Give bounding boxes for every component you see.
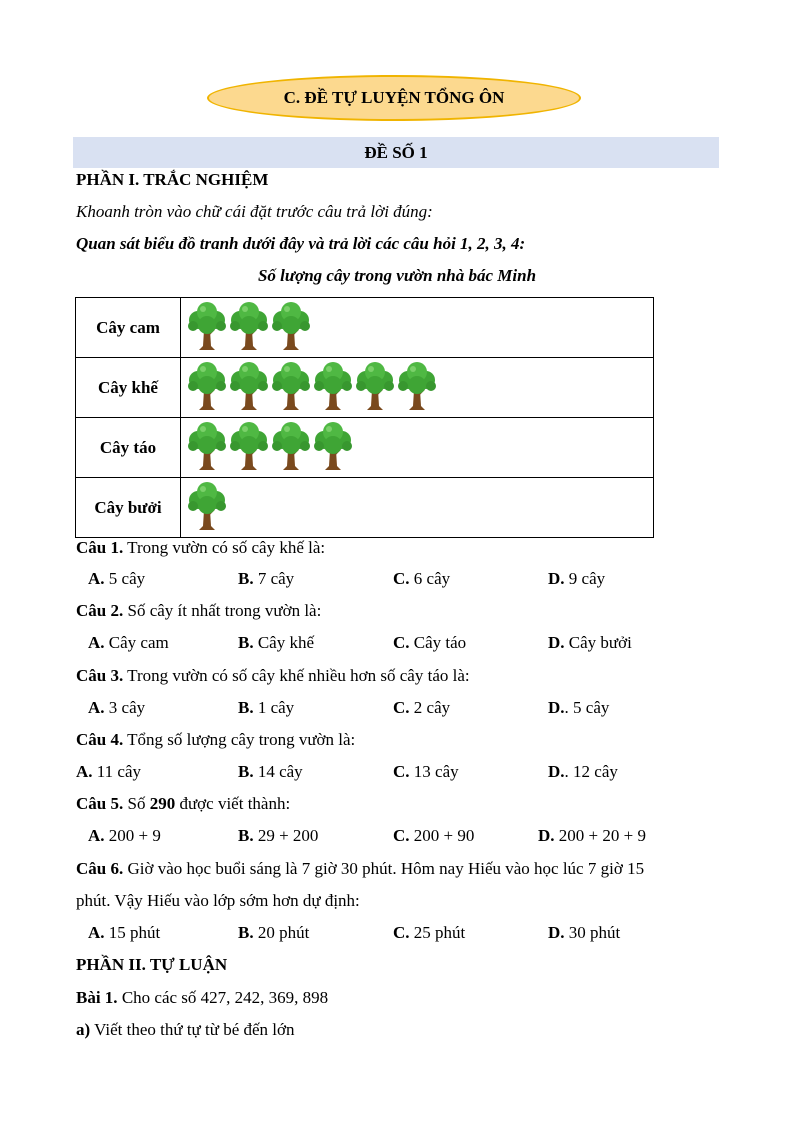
question-6-label: Câu 6. — [76, 859, 124, 878]
question-3-text: Trong vườn có số cây khế nhiều hơn số cây táo là: — [123, 666, 470, 685]
question-6-line2: phút. Vậy Hiếu vào lớp sớm hơn dự định: — [76, 891, 360, 910]
q1-option-d[interactable] — [548, 569, 605, 589]
q3-option-a-letter: A. — [88, 698, 105, 717]
question-5-number: 290 — [149, 794, 176, 813]
q6-option-c[interactable] — [393, 923, 465, 943]
q6-option-c-text: 25 phút — [409, 923, 466, 942]
tree-icon-row — [187, 420, 353, 472]
question-5-text-before: Số — [123, 794, 150, 813]
question-1-label: Câu 1. — [76, 538, 124, 557]
chart-row — [76, 478, 654, 538]
q4-option-c-text: 13 cây — [409, 762, 459, 781]
tree-icon — [397, 360, 437, 412]
part1-observe: Quan sát biểu đồ tranh dưới đây và trả lời các câu hỏi 1, 2, 3, 4: — [76, 234, 526, 253]
q5-option-a[interactable] — [88, 826, 161, 846]
section-title-text: C. ĐỀ TỰ LUYỆN TỔNG ÔN — [283, 88, 505, 107]
q1-option-b[interactable] — [238, 569, 294, 589]
q1-option-c-letter: C. — [393, 569, 410, 588]
q2-option-a-text: Cây cam — [104, 633, 169, 652]
q3-option-c-letter: C. — [393, 698, 410, 717]
q3-option-d-letter: D. — [548, 698, 565, 717]
part1-heading: PHẦN I. TRẮC NGHIỆM — [76, 170, 269, 189]
q1-option-a-text: 5 cây — [104, 569, 146, 588]
q6-option-c-letter: C. — [393, 923, 410, 942]
q5-option-b-text: 29 + 200 — [253, 826, 319, 845]
q5-option-b[interactable] — [238, 826, 318, 846]
picture-chart-table — [75, 297, 654, 538]
q2-option-c[interactable] — [393, 633, 466, 653]
q6-option-d[interactable] — [548, 923, 620, 943]
question-5-text-after: được viết thành: — [175, 794, 291, 813]
question-4-text: Tổng số lượng cây trong vườn là: — [123, 730, 356, 749]
q6-option-b-letter: B. — [238, 923, 254, 942]
chart-icon-cell — [181, 478, 654, 538]
q3-option-d-text: . 5 cây — [564, 698, 610, 717]
question-6 — [76, 859, 644, 879]
tree-icon — [229, 300, 269, 352]
tree-icon-row — [187, 360, 437, 412]
q2-option-c-text: Cây táo — [409, 633, 467, 652]
q1-option-b-letter: B. — [238, 569, 254, 588]
q5-option-a-letter: A. — [88, 826, 105, 845]
q1-option-c[interactable] — [393, 569, 450, 589]
q4-option-c[interactable] — [393, 762, 459, 782]
q3-option-b-letter: B. — [238, 698, 254, 717]
q6-option-b-text: 20 phút — [253, 923, 310, 942]
tree-icon — [187, 360, 227, 412]
section-title — [207, 75, 581, 121]
q3-option-a[interactable] — [88, 698, 145, 718]
q6-option-a-letter: A. — [88, 923, 105, 942]
tree-icon — [271, 360, 311, 412]
chart-icon-cell — [181, 298, 654, 358]
q3-option-a-text: 3 cây — [104, 698, 146, 717]
question-5 — [76, 794, 290, 814]
q4-option-a-letter: A. — [76, 762, 93, 781]
q4-option-b[interactable] — [238, 762, 303, 782]
q2-option-d-text: Cây bưởi — [564, 633, 632, 652]
q2-option-b-letter: B. — [238, 633, 254, 652]
q3-option-b[interactable] — [238, 698, 294, 718]
bai1 — [76, 988, 328, 1008]
q5-option-c-text: 200 + 90 — [409, 826, 475, 845]
q5-option-b-letter: B. — [238, 826, 254, 845]
question-1 — [76, 538, 325, 558]
q5-option-c-letter: C. — [393, 826, 410, 845]
q2-option-d[interactable] — [548, 633, 632, 653]
chart-row — [76, 358, 654, 418]
q2-option-a[interactable] — [88, 633, 169, 653]
question-3 — [76, 666, 470, 686]
q4-option-d[interactable] — [548, 762, 618, 782]
q3-option-c-text: 2 cây — [409, 698, 451, 717]
tree-icon-row — [187, 300, 311, 352]
q6-option-d-text: 30 phút — [564, 923, 621, 942]
q3-option-b-text: 1 cây — [253, 698, 295, 717]
q1-option-a-letter: A. — [88, 569, 105, 588]
q5-option-c[interactable] — [393, 826, 474, 846]
q2-option-b-text: Cây khế — [253, 633, 315, 652]
q5-option-d-text: 200 + 20 + 9 — [554, 826, 646, 845]
q1-option-a[interactable] — [88, 569, 145, 589]
q5-option-d[interactable] — [538, 826, 646, 846]
tree-icon — [229, 360, 269, 412]
q1-option-d-letter: D. — [548, 569, 565, 588]
q5-option-d-letter: D. — [538, 826, 555, 845]
q6-option-a-text: 15 phút — [104, 923, 161, 942]
tree-icon-row — [187, 480, 227, 532]
q4-option-c-letter: C. — [393, 762, 410, 781]
question-6-text: Giờ vào học buổi sáng là 7 giờ 30 phút. Hôm nay Hiếu vào học lúc 7 giờ 15 — [123, 859, 645, 878]
q4-option-d-letter: D. — [548, 762, 565, 781]
tree-icon — [187, 300, 227, 352]
q4-option-b-letter: B. — [238, 762, 254, 781]
chart-category-label: Cây bưởi — [76, 478, 181, 538]
tree-icon — [187, 480, 227, 532]
tree-icon — [271, 420, 311, 472]
tree-icon — [229, 420, 269, 472]
question-3-label: Câu 3. — [76, 666, 124, 685]
q2-option-a-letter: A. — [88, 633, 105, 652]
question-2-label: Câu 2. — [76, 601, 124, 620]
chart-icon-cell — [181, 418, 654, 478]
q1-option-c-text: 6 cây — [409, 569, 451, 588]
tree-icon — [313, 420, 353, 472]
q4-option-d-text: . 12 cây — [564, 762, 618, 781]
tree-icon — [355, 360, 395, 412]
q1-option-d-text: 9 cây — [564, 569, 606, 588]
chart-category-label: Cây cam — [76, 298, 181, 358]
bai1-text: Cho các số 427, 242, 369, 898 — [117, 988, 329, 1007]
q6-option-d-letter: D. — [548, 923, 565, 942]
bai1-a — [76, 1020, 295, 1040]
chart-title: Số lượng cây trong vườn nhà bác Minh — [257, 266, 537, 285]
q3-option-c[interactable] — [393, 698, 450, 718]
part1-instruction: Khoanh tròn vào chữ cái đặt trước câu trả lời đúng: — [76, 202, 433, 221]
q4-option-a[interactable] — [76, 762, 141, 782]
chart-icon-cell — [181, 358, 654, 418]
chart-category-label: Cây khế — [76, 358, 181, 418]
question-2 — [76, 601, 321, 621]
question-4-label: Câu 4. — [76, 730, 124, 749]
exam-title-bar — [73, 137, 719, 168]
q2-option-c-letter: C. — [393, 633, 410, 652]
part2-heading: PHẦN II. TỰ LUẬN — [76, 955, 228, 974]
q6-option-a[interactable] — [88, 923, 160, 943]
chart-row — [76, 298, 654, 358]
q4-option-a-text: 11 cây — [92, 762, 141, 781]
chart-category-label: Cây táo — [76, 418, 181, 478]
q2-option-d-letter: D. — [548, 633, 565, 652]
tree-icon — [187, 420, 227, 472]
tree-icon — [271, 300, 311, 352]
question-1-text: Trong vườn có số cây khế là: — [123, 538, 326, 557]
q2-option-b[interactable] — [238, 633, 314, 653]
chart-row — [76, 418, 654, 478]
q1-option-b-text: 7 cây — [253, 569, 295, 588]
tree-icon — [313, 360, 353, 412]
bai1-a-label: a) — [76, 1020, 91, 1039]
q5-option-a-text: 200 + 9 — [104, 826, 161, 845]
q4-option-b-text: 14 cây — [253, 762, 303, 781]
bai1-a-text: Viết theo thứ tự từ bé đến lớn — [90, 1020, 295, 1039]
exam-title-text: ĐỀ SỐ 1 — [364, 142, 428, 162]
q3-option-d[interactable] — [548, 698, 609, 718]
bai1-label: Bài 1. — [76, 988, 118, 1007]
question-5-label: Câu 5. — [76, 794, 124, 813]
question-4 — [76, 730, 355, 750]
q6-option-b[interactable] — [238, 923, 309, 943]
question-2-text: Số cây ít nhất trong vườn là: — [123, 601, 322, 620]
